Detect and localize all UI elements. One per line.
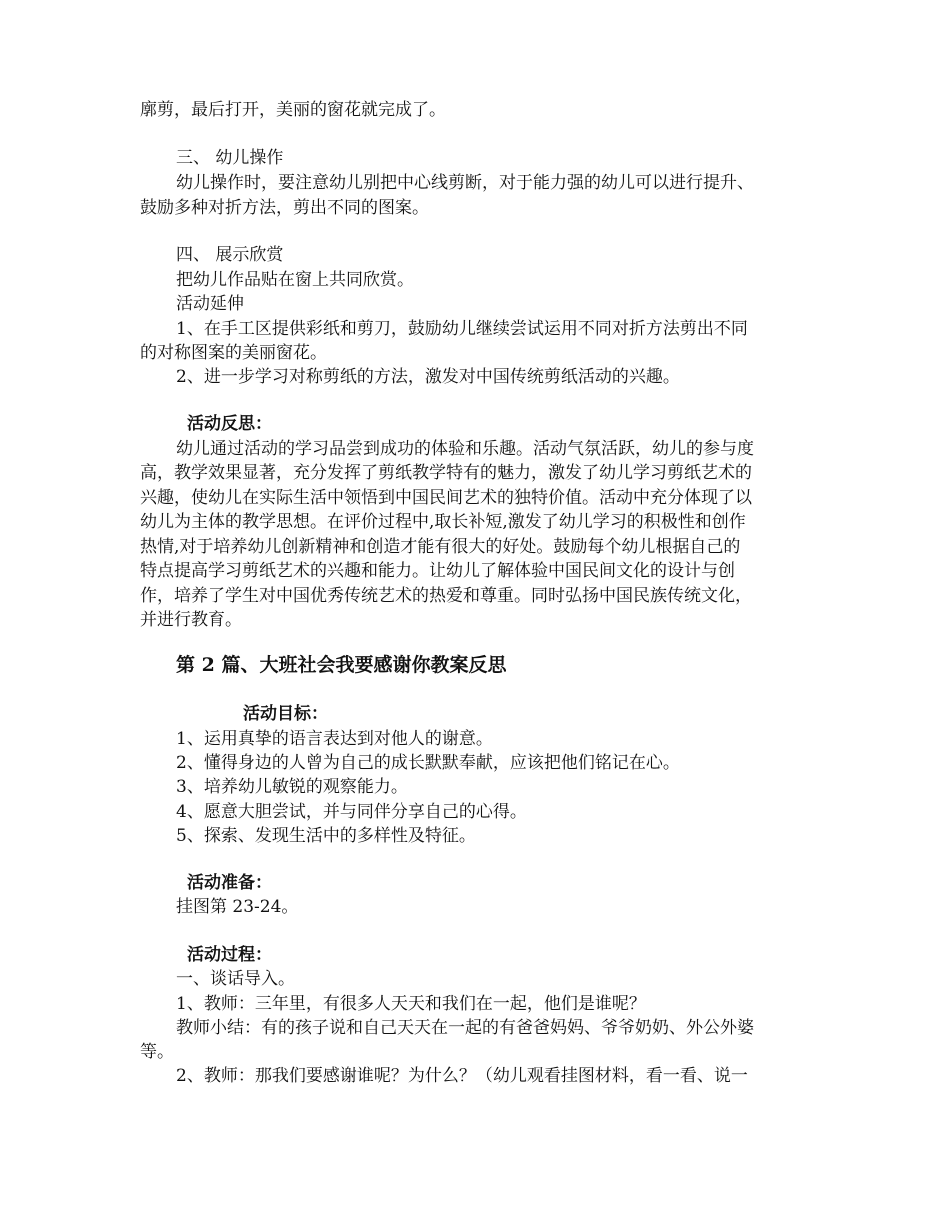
paragraph-line: 作，培养了学生对中国优秀传统艺术的热爱和尊重。同时弘扬中国民族传统文化， (140, 586, 752, 606)
paragraph-line: 兴趣，使幼儿在实际生活中领悟到中国民间艺术的独特价值。活动中充分体现了以 (140, 488, 752, 508)
paragraph-line: 的对称图案的美丽窗花。 (140, 343, 327, 363)
subheading-process: 活动过程： (187, 945, 272, 965)
paragraph-line: 2、进一步学习对称剪纸的方法，激发对中国传统剪纸活动的兴趣。 (176, 367, 680, 387)
paragraph-line: 并进行教育。 (140, 610, 242, 630)
subheading-objectives: 活动目标： (243, 704, 328, 724)
paragraph-line: 高，教学效果显著，充分发挥了剪纸教学特有的魅力，激发了幼儿学习剪纸艺术的 (140, 463, 752, 483)
paragraph-line: 教师小结：有的孩子说和自己天天在一起的有爸爸妈妈、爷爷奶奶、外公外婆 (176, 1018, 754, 1038)
list-item: 2、懂得身边的人曾为自己的成长默默奉献，应该把他们铭记在心。 (176, 753, 680, 773)
article-heading: 第 2 篇、大班社会我要感谢你教案反思 (176, 654, 507, 676)
list-item: 4、愿意大胆尝试，并与同伴分享自己的心得。 (176, 802, 527, 822)
paragraph-line: 把幼儿作品贴在窗上共同欣赏。 (176, 270, 414, 290)
list-item: 5、探索、发现生活中的多样性及特征。 (176, 826, 476, 846)
subheading-reflection: 活动反思： (187, 414, 272, 434)
paragraph-line: 幼儿通过活动的学习品尝到成功的体验和乐趣。活动气氛活跃，幼儿的参与度 (176, 439, 754, 459)
list-item: 1、运用真挚的语言表达到对他人的谢意。 (176, 729, 493, 749)
paragraph-line: 鼓励多种对折方法，剪出不同的图案。 (140, 198, 429, 218)
list-item: 3、培养幼儿敏锐的观察能力。 (176, 777, 408, 797)
paragraph-line: 幼儿为主体的教学思想。在评价过程中,取长补短,激发了幼儿学习的积极性和创作 (140, 512, 746, 532)
paragraph-line: 2、教师：那我们要感谢谁呢？为什么？（幼儿观看挂图材料，看一看、说一 (176, 1066, 748, 1086)
paragraph-line: 等。 (140, 1042, 174, 1062)
paragraph-line: 幼儿操作时，要注意幼儿别把中心线剪断，对于能力强的幼儿可以进行提升、 (176, 173, 754, 193)
paragraph-line: 廓剪，最后打开，美丽的窗花就完成了。 (140, 100, 446, 120)
section-heading-4: 四、 展示欣赏 (176, 245, 284, 265)
paragraph-line: 一、谈话导入。 (176, 969, 295, 989)
section-heading-3: 三、 幼儿操作 (176, 148, 284, 168)
paragraph-line: 1、教师：三年里，有很多人天天和我们在一起，他们是谁呢？ (176, 994, 646, 1014)
paragraph-line: 挂图第 23-24。 (176, 897, 299, 917)
subheading-extension: 活动延伸 (176, 294, 244, 314)
paragraph-line: 特点提高学习剪纸艺术的兴趣和能力。让幼儿了解体验中国民间文化的设计与创 (140, 561, 735, 581)
paragraph-line: 1、在手工区提供彩纸和剪刀，鼓励幼儿继续尝试运用不同对折方法剪出不同 (176, 319, 748, 339)
subheading-preparation: 活动准备： (187, 873, 272, 893)
paragraph-line: 热情,对于培养幼儿创新精神和创造才能有很大的好处。鼓励每个幼儿根据自己的 (140, 537, 741, 557)
